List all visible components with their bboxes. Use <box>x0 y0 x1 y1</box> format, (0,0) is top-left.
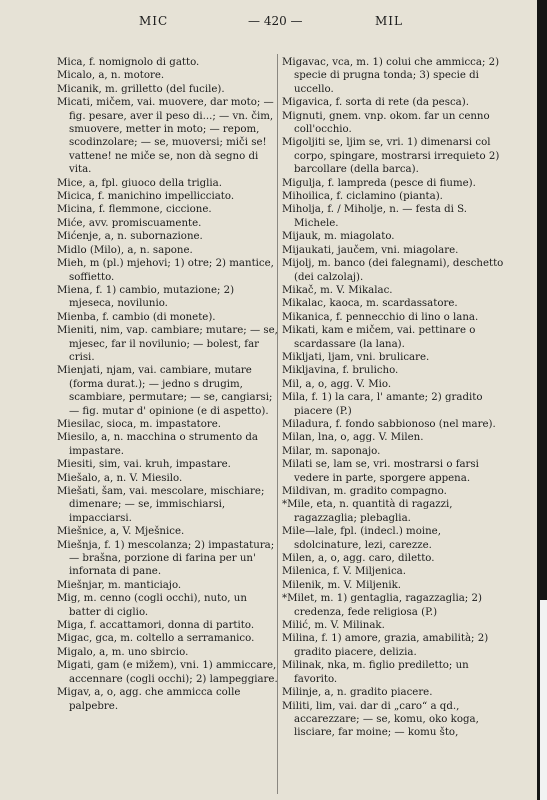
dictionary-entry: Mikalac, kaoca, m. scardassatore. <box>282 298 458 310</box>
dictionary-entry: Mignuti, gnem. vnp. okom. far un cenno coll'occhio. <box>282 110 490 136</box>
page-header <box>0 14 537 34</box>
dictionary-entry: Miga, f. accattamori, donna di partito. <box>57 620 255 632</box>
dictionary-entry: Milinak, nka, m. figlio prediletto; un favorito. <box>282 660 469 685</box>
header-right-guide-word: MIL <box>375 14 403 28</box>
dictionary-entry: Mile—lale, fpl. (indecl.) moine, sdolcinature, lezi, carezze. <box>282 526 441 551</box>
dictionary-entry: Miešnja, f. 1) mescolanza; 2) impastatura; — brašna, porzione di farina per un' infornata di pane. <box>57 539 275 578</box>
dictionary-entry: Migalo, a, m. uno sbircio. <box>57 646 189 658</box>
dictionary-entry: Midlo (Milo), a, n. sapone. <box>57 244 193 256</box>
dictionary-entry: Migavac, vca, m. 1) colui che ammicca; 2) specie di prugna tonda; 3) specie di uccello. <box>282 57 500 95</box>
dictionary-entry: Milenica, f. V. Miljenica. <box>282 566 406 578</box>
dictionary-entry: Milinje, a, n. gradito piacere. <box>282 687 433 699</box>
dictionary-entry: Mil, a, o, agg. V. Mio. <box>282 378 392 390</box>
dictionary-entry: Mikati, kam e mičem, vai. pettinare o scardassare (la lana). <box>282 325 476 350</box>
dictionary-entry: Milar, m. saponajo. <box>282 445 381 457</box>
dictionary-entry: Milen, a, o, agg. caro, diletto. <box>282 553 435 565</box>
scan-edge-highlight <box>540 600 547 800</box>
dictionary-entry: Milić, m. V. Milinak. <box>282 620 385 632</box>
dictionary-entry: *Milet, m. 1) gentaglia, ragazzaglia; 2) credenza, fede religiosa (P.) <box>282 593 482 618</box>
dictionary-entry: Mikač, m. V. Mikalac. <box>282 284 393 296</box>
dictionary-entry: Milan, lna, o, agg. V. Milen. <box>282 432 424 444</box>
dictionary-entry: Mikanica, f. pennecchio di lino o lana. <box>282 311 479 323</box>
dictionary-entry: Mijolj, m. banco (dei falegnami), deschetto (dei calzolaj). <box>282 258 504 283</box>
dictionary-entry: Migav, a, o, agg. che ammicca colle palpebre. <box>57 687 241 712</box>
dictionary-entry: Miešnjar, m. manticiajo. <box>57 579 182 591</box>
dictionary-entry: Migoljiti se, ljim se, vri. 1) dimenarsi col corpo, spingare, mostrarsi irrequieto 2) barcollare (della barca). <box>282 137 500 176</box>
dictionary-entry: Mica, f. nomignolo di gatto. <box>57 57 200 68</box>
left-column <box>57 56 279 713</box>
dictionary-entry: Mildivan, m. gradito compagno. <box>282 486 447 497</box>
dictionary-entry: Micina, f. flemmone, ciccione. <box>57 204 212 216</box>
dictionary-entry: Mikljati, ljam, vni. brulicare. <box>282 351 430 363</box>
header-left-guide-word: MIC <box>139 14 169 28</box>
dictionary-entry: Mihoilica, f. ciclamino (pianta). <box>282 191 443 203</box>
dictionary-entry: Mienba, f. cambio (di monete). <box>57 311 216 323</box>
dictionary-entry: Micanik, m. grilletto (del fucile). <box>57 83 225 95</box>
dictionary-entry: Miesilac, sioca, m. impastatore. <box>57 418 222 430</box>
dictionary-entry: Miena, f. 1) cambio, mutazione; 2) mjeseca, novilunio. <box>57 284 235 310</box>
dictionary-entry: Mićenje, a, n. subornazione. <box>57 231 203 243</box>
dictionary-entry: Mijauk, m. miagolato. <box>282 231 395 243</box>
dictionary-entry: Miešalo, a, n. V. Miesilo. <box>57 472 183 484</box>
dictionary-entry: Mienjati, njam, vai. cambiare, mutare (forma durat.); — jedno s drugim, scambiare, permutare; — se, cangiarsi; — fig. mutar d' opinione (e di aspetto). <box>57 365 273 417</box>
dictionary-entry: Miesiti, sim, vai. kruh, impastare. <box>57 459 231 471</box>
dictionary-entry: Migati, gam (e mižem), vni. 1) ammiccare, accennare (cogli occhi); 2) lampeggiare. <box>57 660 278 685</box>
dictionary-entry: *Mile, eta, n. quantità di ragazzi, ragazzaglia; plebaglia. <box>282 499 453 524</box>
page-number: — 420 — <box>248 14 303 28</box>
dictionary-entry: Micica, f. manichino impellicciato. <box>57 191 235 203</box>
dictionary-entry: Militi, lim, vai. dar di „caro“ a qd., accarezzare; — se, komu, oko koga, lisciare, far moine; — komu što, <box>282 700 479 739</box>
right-column <box>282 56 508 740</box>
dictionary-entry: Mig, m. cenno (cogli occhi), nuto, un batter di ciglio. <box>57 593 247 618</box>
dictionary-entry: Milenik, m. V. Miljenik. <box>282 579 401 591</box>
dictionary-entry: Miholja, f. / Miholje, n. — festa di S. Michele. <box>282 204 467 229</box>
dictionary-entry: Miešati, šam, vai. mescolare, mischiare; dimenare; — se, immischiarsi, impacciarsi. <box>57 486 265 524</box>
scan-edge <box>537 0 547 800</box>
dictionary-entry: Milina, f. 1) amore, grazia, amabilità; 2) gradito piacere, delizia. <box>282 633 489 658</box>
dictionary-entry: Mila, f. 1) la cara, l' amante; 2) gradito piacere (P.) <box>282 392 483 417</box>
dictionary-entry: Mijaukati, jaučem, vni. miagolare. <box>282 244 459 256</box>
dictionary-entry: Mikljavina, f. brulicho. <box>282 365 399 377</box>
dictionary-entry: Milati se, lam se, vri. mostrarsi o farsi vedere in parte, sporgere appena. <box>282 459 479 484</box>
dictionary-entry: Migulja, f. lampreda (pesce di fiume). <box>282 177 476 189</box>
dictionary-entry: Migac, gca, m. coltello a serramanico. <box>57 633 255 645</box>
dictionary-entry: Miesilo, a, n. macchina o strumento da impastare. <box>57 432 258 457</box>
dictionary-entry: Mieniti, nim, vap. cambiare; mutare; — se, mjesec, far il novilunio; — bolest, far crisi. <box>57 325 278 363</box>
dictionary-entry: Mice, a, fpl. giuoco della triglia. <box>57 177 222 189</box>
dictionary-entry: Miešnice, a, V. Mješnice. <box>57 526 185 538</box>
dictionary-entry: Micati, mičem, vai. muovere, dar moto; — fig. pesare, aver il peso di...; — vn. čim, smuovere, metter in moto; — repom, scodinzolare; — se, muoversi; miči se! vattene! ne miče se, non dà segno di vita. <box>57 97 274 176</box>
dictionary-entry: Mieh, m (pl.) mjehovi; 1) otre; 2) mantice, soffietto. <box>57 258 274 283</box>
dictionary-entry: Miće, avv. promiscuamente. <box>57 217 202 229</box>
dictionary-entry: Migavica, f. sorta di rete (da pesca). <box>282 97 469 109</box>
dictionary-entry: Miladura, f. fondo sabbionoso (nel mare). <box>282 418 496 430</box>
dictionary-entry: Micalo, a, n. motore. <box>57 70 165 82</box>
